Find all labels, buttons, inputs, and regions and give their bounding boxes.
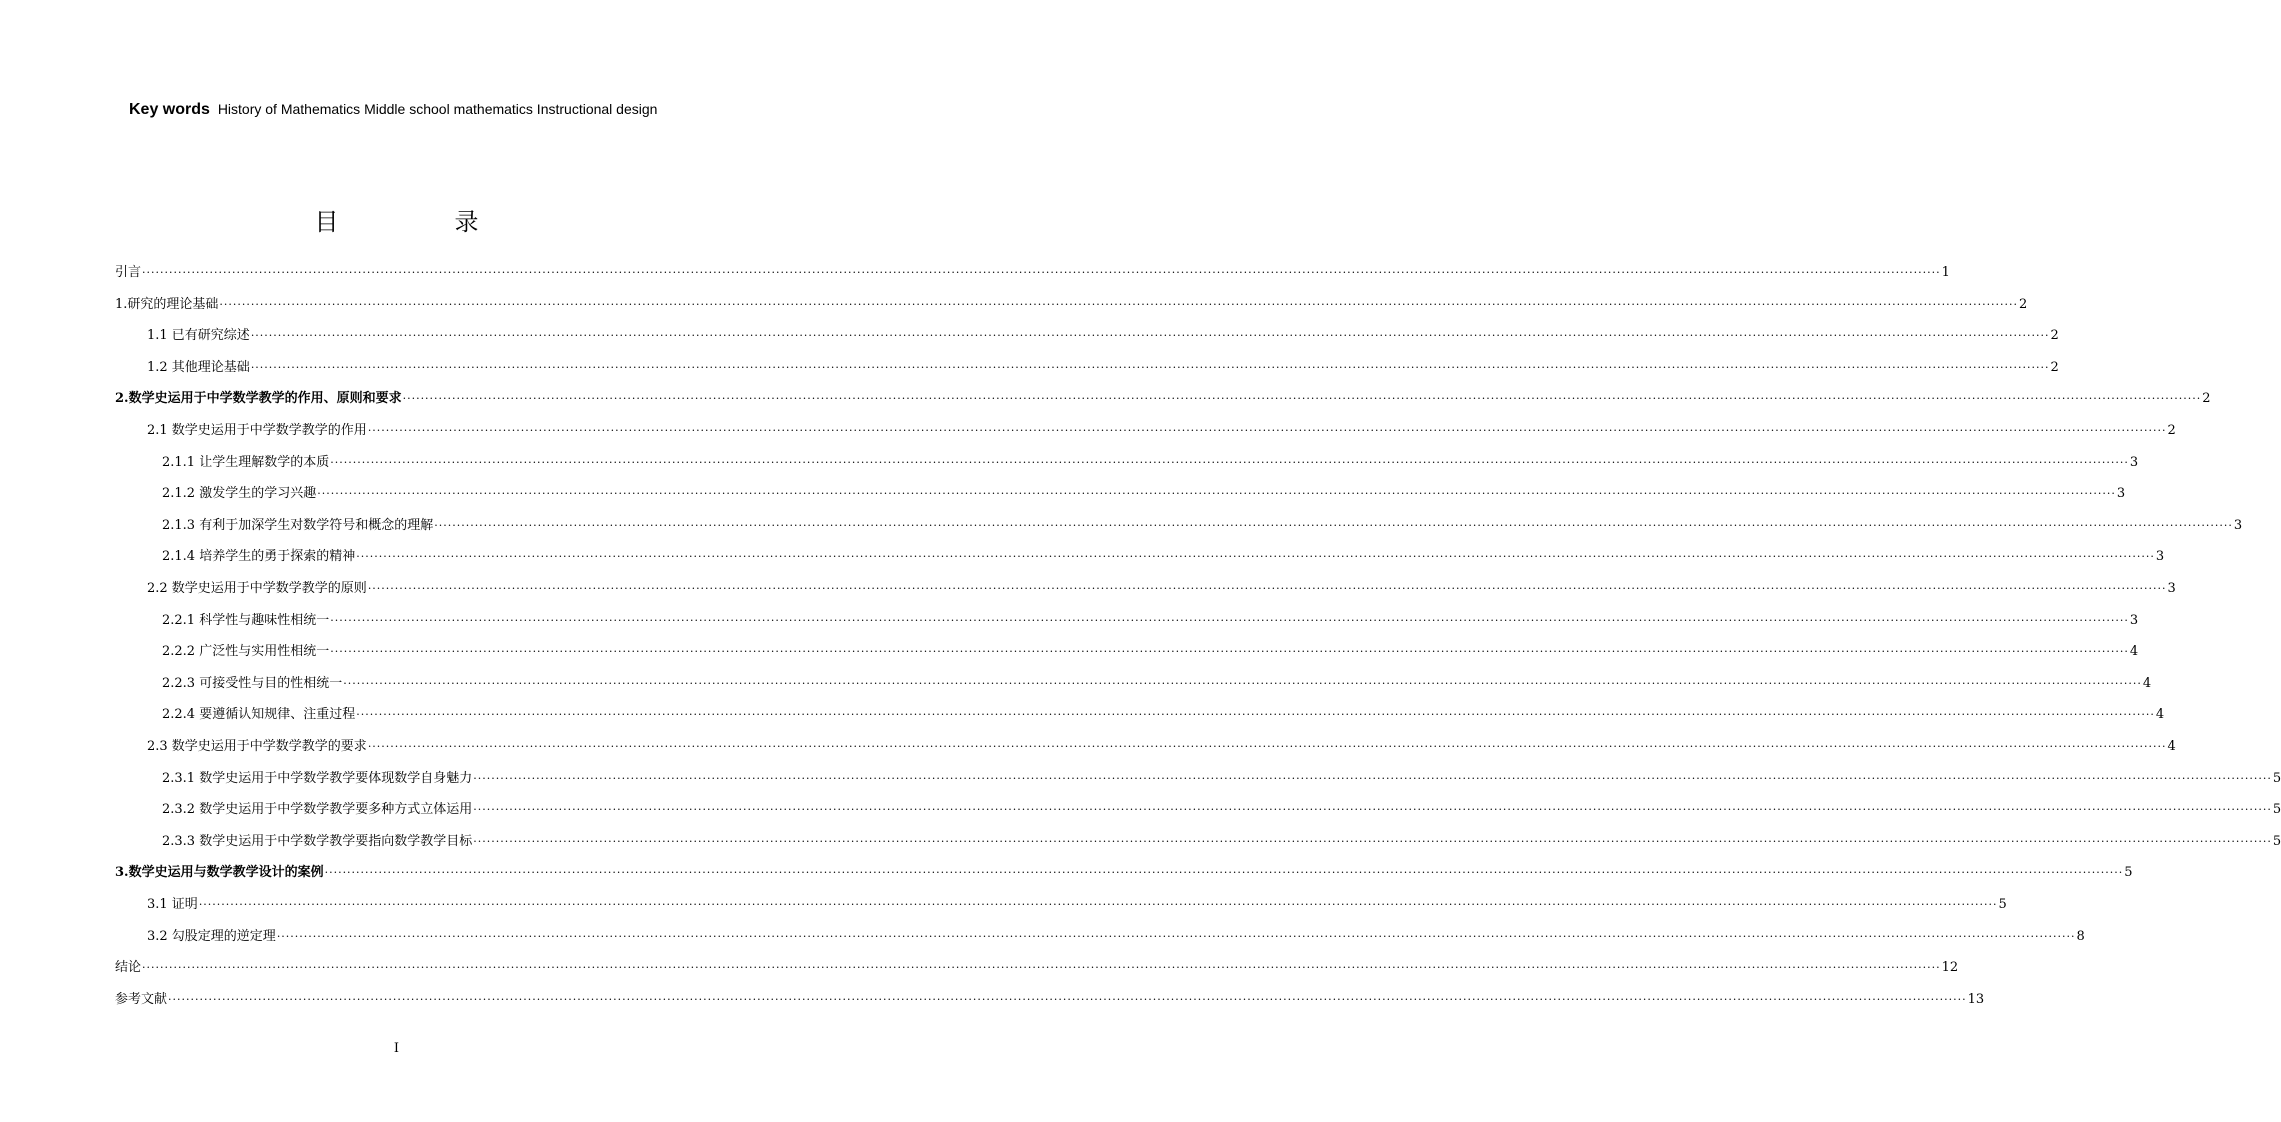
toc-entry-page: 4 [2167,739,2176,754]
toc-leader-dots: ················································································································································································································································································································································································································ [343,676,2142,690]
toc-entry[interactable] [162,673,2152,695]
toc-entry[interactable] [162,831,2281,853]
toc-entry[interactable] [162,515,2243,537]
toc-entry[interactable] [115,294,2028,316]
toc-entry-page: 5 [2272,770,2281,786]
toc-entry-page: 3 [2129,454,2139,470]
toc-leader-dots: ················································································································································································································································································································································································································ [367,740,2167,753]
toc-entry[interactable] [147,578,2176,600]
toc-entry-page: 2 [2019,296,2028,312]
toc-leader-dots: ················································································································································································································································································································································································································ [356,708,2155,722]
toc-entry-page: 2 [2050,328,2059,344]
toc-entry-label: 2.数学史运用于中学数学教学的作用、原则和要求 [115,391,402,407]
toc-entry-page: 13 [1967,991,1985,1007]
toc-entry-page: 5 [2124,865,2133,881]
toc-entry[interactable] [147,926,2085,948]
toc-entry-label: 1.研究的理论基础 [115,296,219,312]
toc-entry[interactable] [162,641,2139,663]
toc-leader-dots: ················································································································································································································································································································································································································ [473,771,2272,785]
toc-leader-dots: ················································································································································································································································································································································································································ [434,518,2233,532]
toc-entry-page: 4 [2155,707,2165,723]
toc-entry-page: 3 [2129,612,2139,628]
toc-entry-label: 2.2.3 可接受性与目的性相统一 [162,675,343,691]
toc-entry-page: 3 [2167,581,2176,596]
toc-entry-label: 3.1 证明 [147,897,198,912]
toc-entry-label: 2.1.2 激发学生的学习兴趣 [162,486,317,502]
toc-leader-dots: ················································································································································································································································································································································································································ [402,392,2202,406]
toc-entry-page: 2 [2202,391,2211,407]
toc-leader-dots: ················································································································································································································································································································································································································ [367,424,2167,437]
toc-entry-label: 2.3.2 数学史运用于中学数学教学要多种方式立体运用 [162,802,473,818]
toc-leader-dots: ················································································································································································································································································································································································································ [330,455,2129,469]
toc-entry[interactable] [115,388,2211,410]
toc-leader-dots: ················································································································································································································································································································································································································ [250,360,2050,374]
page-number: I [393,1041,400,1056]
keywords-label: Key words [129,101,210,118]
toc-entry-page: 3 [2233,517,2243,533]
toc-entry[interactable] [115,957,1959,979]
toc-entry-page: 5 [1998,897,2007,912]
toc-entry-page: 2 [2167,423,2176,438]
toc-leader-dots: ················································································································································································································································································································································································································ [324,866,2124,880]
toc-entry-label: 2.3 数学史运用于中学数学教学的要求 [147,739,367,754]
toc-entry-label: 引言 [115,265,142,280]
toc-entry-label: 3.2 勾股定理的逆定理 [147,928,276,944]
toc-entry[interactable] [162,799,2281,821]
toc-leader-dots: ················································································································································································································································································································································································································ [356,550,2155,564]
toc-entry-label: 参考文献 [115,991,168,1007]
toc-entry-label: 3.数学史运用与数学教学设计的案例 [115,865,324,881]
keywords-text: History of Mathematics Middle school mathematics Instructional design [217,101,658,117]
toc-entry[interactable] [115,862,2133,884]
toc-leader-dots: ················································································································································································································································································································································································································ [250,329,2050,343]
toc-entry-page: 4 [2142,675,2152,691]
toc-leader-dots: ················································································································································································································································································································································································································ [142,266,1941,279]
toc-leader-dots: ················································································································································································································································································································································································································ [168,992,1967,1006]
toc-leader-dots: ················································································································································································································································································································································································································ [276,929,2076,943]
toc-entry-page: 5 [2272,802,2281,818]
toc-entry-label: 2.3.3 数学史运用于中学数学教学要指向数学教学目标 [162,833,473,849]
toc-leader-dots: ················································································································································································································································································································································································································ [473,834,2272,848]
toc-entry[interactable] [162,768,2281,790]
toc-entry[interactable] [162,704,2165,726]
toc-leader-dots: ················································································································································································································································································································································································································ [142,961,1941,975]
toc-entry-page: 3 [2116,486,2126,502]
toc-leader-dots: ················································································································································································································································································································································································································ [367,582,2167,595]
toc-entry[interactable] [162,483,2126,505]
toc-entry-page: 12 [1941,960,1959,976]
toc-entry-label: 2.1.1 让学生理解数学的本质 [162,454,330,470]
toc-leader-dots: ················································································································································································································································································································································································································ [317,487,2116,501]
toc-entry-label: 1.1 已有研究综述 [147,328,250,344]
toc-entry-label: 2.1.4 培养学生的勇于探索的精神 [162,549,356,565]
toc-title: 目 录 [314,208,525,236]
toc-leader-dots: ················································································································································································································································································································································································································ [330,645,2129,659]
toc-entry-label: 2.2.1 科学性与趣味性相统一 [162,612,330,628]
toc-entry-label: 2.2 数学史运用于中学数学教学的原则 [147,581,367,596]
toc-entry-page: 3 [2155,549,2165,565]
toc-entry[interactable] [147,325,2059,347]
toc-entry-label: 1.2 其他理论基础 [147,359,250,375]
toc-leader-dots: ················································································································································································································································································································································································································ [473,803,2272,817]
toc-entry-page: 8 [2076,928,2085,944]
toc-entry[interactable] [147,736,2176,758]
toc-leader-dots: ················································································································································································································································································································································································································ [330,613,2129,627]
toc-entry[interactable] [115,989,1985,1011]
toc-entry[interactable] [147,894,2007,916]
toc-entry-page: 5 [2272,833,2281,849]
toc-entry-page: 1 [1941,265,1950,280]
toc-entry[interactable] [162,546,2165,568]
toc-entry[interactable] [147,357,2059,379]
toc-entry[interactable] [147,420,2176,442]
toc-entry[interactable] [115,262,1950,284]
toc-leader-dots: ················································································································································································································································································································································································································ [198,898,1998,911]
toc-entry-label: 2.1.3 有利于加深学生对数学符号和概念的理解 [162,517,434,533]
toc-leader-dots: ················································································································································································································································································································································································································ [219,297,2019,311]
toc-entry-label: 结论 [115,960,142,976]
toc-entry-label: 2.3.1 数学史运用于中学数学教学要体现数学自身魅力 [162,770,473,786]
toc-entry[interactable] [162,452,2139,474]
toc-entry-page: 2 [2050,359,2059,375]
toc-entry-label: 2.2.2 广泛性与实用性相统一 [162,644,330,660]
toc-entry-page: 4 [2129,644,2139,660]
keywords-line [129,101,657,119]
toc-entry-label: 2.2.4 要遵循认知规律、注重过程 [162,707,356,723]
toc-entry[interactable] [162,610,2139,632]
toc-entry-label: 2.1 数学史运用于中学数学教学的作用 [147,423,367,438]
